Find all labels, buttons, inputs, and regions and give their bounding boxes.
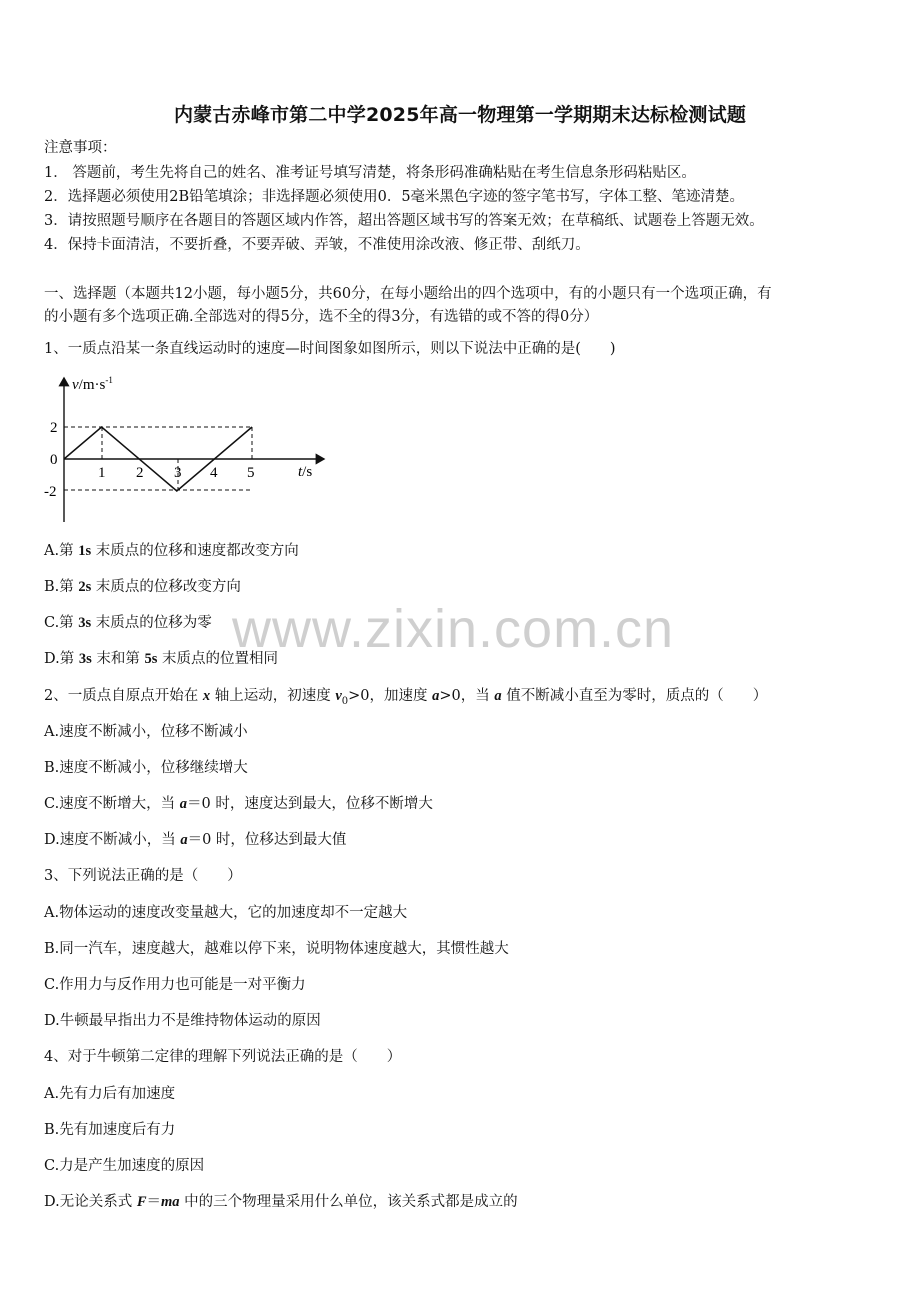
q1-option-c: C.第 3s 末质点的位移为零 (44, 615, 212, 631)
x-tick-label: 3 (174, 465, 182, 481)
q3-option-c: C.作用力与反作用力也可能是一对平衡力 (44, 977, 306, 993)
q4-option-d: D.无论关系式 F＝ma 中的三个物理量采用什么单位，该关系式都是成立的 (44, 1194, 518, 1210)
notes-heading: 注意事项： (44, 140, 117, 156)
q2-option-a: A.速度不断减小，位移不断减小 (44, 724, 248, 740)
q3-option-a: A.物体运动的速度改变量越大，它的加速度却不一定越大 (44, 905, 408, 921)
x-tick-label: 1 (98, 465, 106, 481)
q2-option-d: D.速度不断减小，当 a＝0 时，位移达到最大值 (44, 832, 347, 848)
x-tick-label: 2 (136, 465, 144, 481)
q2-option-b: B.速度不断减小，位移继续增大 (44, 760, 248, 776)
q1-option-d: D.第 3s 末和第 5s 末质点的位置相同 (44, 651, 278, 667)
section-heading-line2: 的小题有多个选项正确.全部选对的得5分，选不全的得3分，有选错的或不答的得0分） (44, 309, 599, 325)
q4-option-c: C.力是产生加速度的原因 (44, 1158, 205, 1174)
y-tick-label: 2 (50, 420, 58, 436)
y-axis-label: $v/m\cdot s^{-1}$ (72, 375, 113, 393)
q1-option-b: B.第 2s 末质点的位移改变方向 (44, 579, 241, 595)
watermark-text: www.zixin.com.cn (232, 599, 675, 659)
velocity-time-graph (40, 370, 340, 530)
note-item: 3．请按照题号顺序在各题目的答题区域内作答，超出答题区域书写的答案无效；在草稿纸、试题卷上答题无效。 (44, 213, 764, 229)
question-1-stem: 1、一质点沿某一条直线运动时的速度—时间图象如图所示，则以下说法中正确的是( ) (44, 341, 616, 357)
question-2-stem: 2、一质点自原点开始在 x 轴上运动，初速度 $v_0>0$，加速度 a>0，当 a 值不断减小直至为零时，质点的（ ） (44, 688, 768, 707)
question-4-stem: 4、对于牛顿第二定律的理解下列说法正确的是（ ） (44, 1049, 402, 1065)
x-tick-label: 5 (247, 465, 255, 481)
note-item: 1． 答题前，考生先将自己的姓名、准考证号填写清楚，将条形码准确粘贴在考生信息条形码粘贴区。 (44, 165, 696, 181)
q4-option-a: A.先有力后有加速度 (44, 1086, 176, 1102)
x-axis-label: t/s (298, 464, 313, 480)
q3-option-b: B.同一汽车，速度越大，越难以停下来，说明物体速度越大，其惯性越大 (44, 941, 509, 957)
x-tick-label: 4 (210, 465, 218, 481)
q3-option-d: D.牛顿最早指出力不是维持物体运动的原因 (44, 1013, 321, 1029)
q2-option-c: C.速度不断增大，当 a＝0 时，速度达到最大，位移不断增大 (44, 796, 433, 812)
note-item: 4．保持卡面清洁，不要折叠，不要弄破、弄皱，不准使用涂改液、修正带、刮纸刀。 (44, 237, 590, 253)
q4-option-b: B.先有加速度后有力 (44, 1122, 176, 1138)
page-title: 内蒙古赤峰市第二中学2025年高一物理第一学期期末达标检测试题 (173, 104, 747, 126)
q1-option-a: A.第 1s 末质点的位移和速度都改变方向 (44, 543, 299, 559)
question-3-stem: 3、下列说法正确的是（ ） (44, 868, 242, 884)
section-heading-line1: 一、选择题（本题共12小题，每小题5分，共60分，在每小题给出的四个选项中，有的小题只有一个选项正确，有 (44, 286, 772, 302)
note-item: 2．选择题必须使用2B铅笔填涂；非选择题必须使用0．5毫米黑色字迹的签字笔书写，字体工整、笔迹清楚。 (44, 189, 745, 205)
y-tick-label: 0 (50, 452, 58, 468)
y-tick-label: -2 (44, 484, 57, 500)
